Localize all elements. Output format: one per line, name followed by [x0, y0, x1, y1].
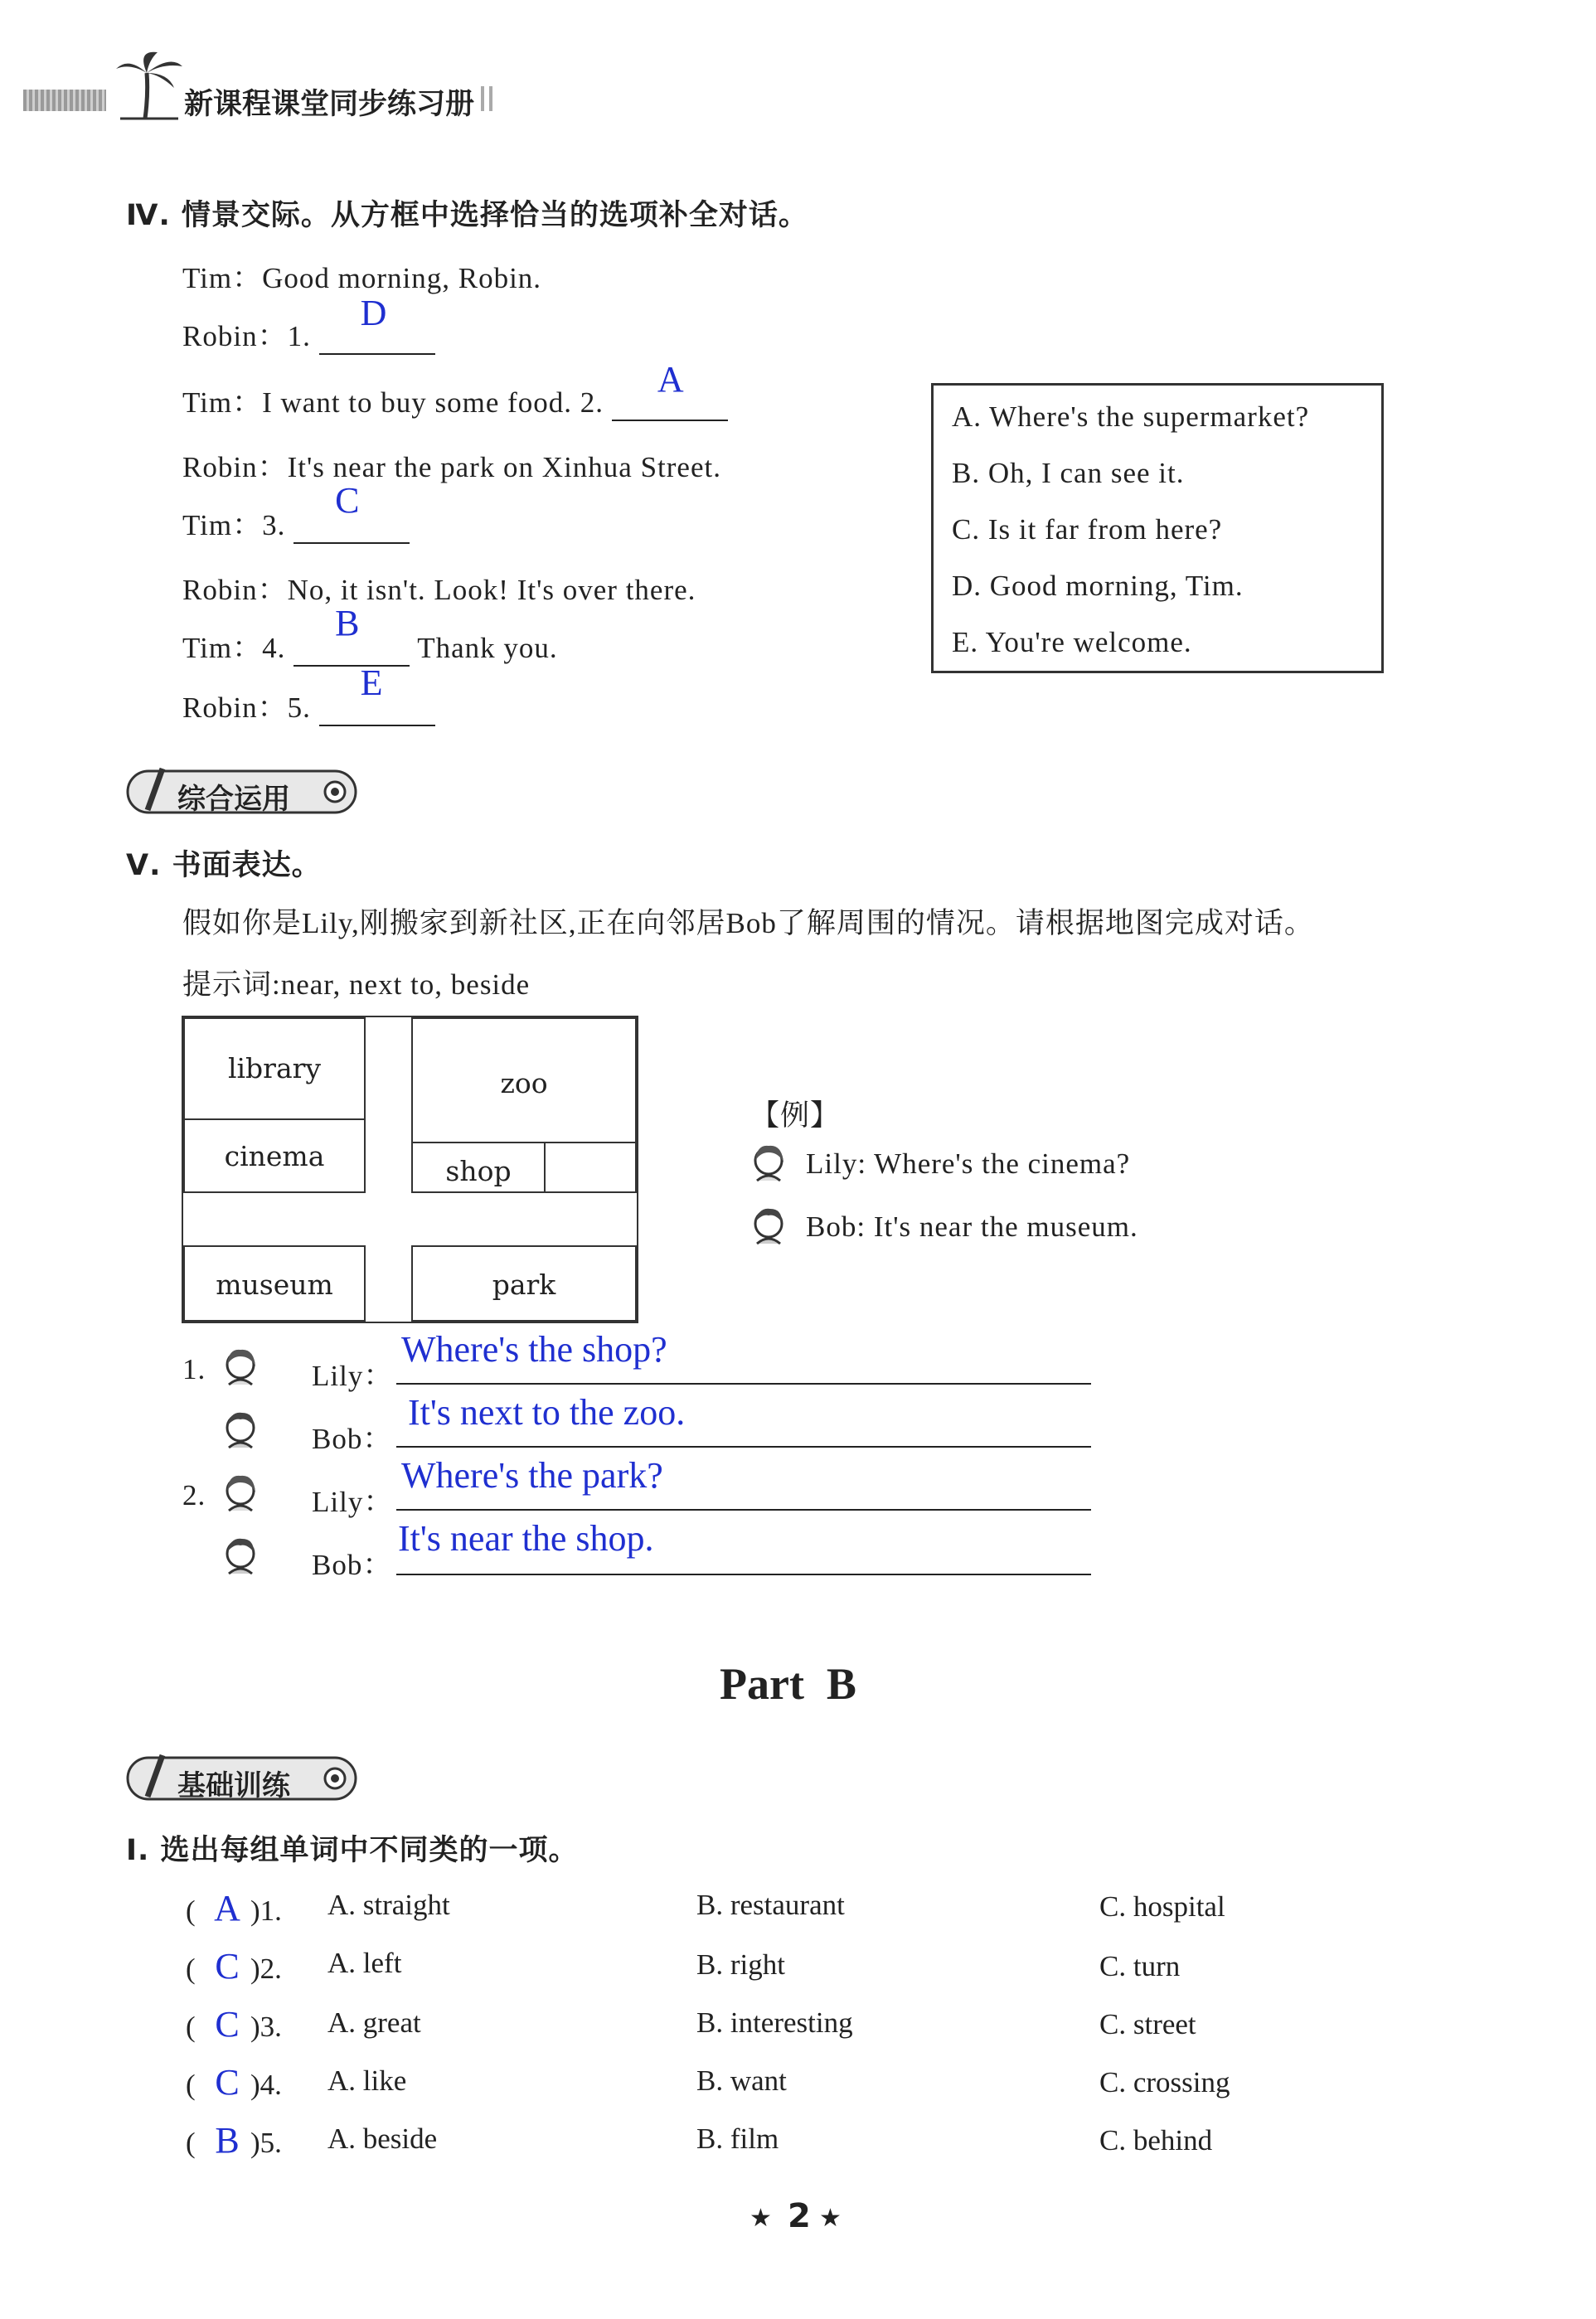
girl-avatar-icon	[222, 1346, 259, 1386]
option-b: B. want	[696, 2064, 787, 2097]
option-b: B. right	[696, 1948, 785, 1981]
question-row-4: ( C )4.	[186, 2062, 282, 2103]
dialog-line-5: Tim：3. C	[182, 502, 410, 544]
dialog-2-lily-label: Lily：	[312, 1486, 394, 1518]
page-number: 2	[788, 2197, 811, 2235]
answer-line	[396, 1383, 1091, 1385]
section-tab-zonghe	[123, 764, 355, 814]
option-a: A. straight	[327, 1889, 450, 1921]
option-c: C. street	[1099, 2008, 1196, 2040]
answer-choice: C	[215, 2062, 240, 2103]
option-c: C. turn	[1099, 1950, 1181, 1982]
question-row-1: ( A )1.	[186, 1888, 282, 1928]
map-museum: museum	[183, 1245, 366, 1322]
map-cinema: cinema	[183, 1118, 366, 1193]
option-b: B. Oh, I can see it.	[952, 457, 1185, 489]
dialog-2-number: 2.	[182, 1479, 206, 1511]
section-tab-label: 综合运用	[177, 783, 290, 816]
question-row-2: ( C )2.	[186, 1946, 282, 1987]
dialog-line-7: Tim：4. B Thank you.	[182, 625, 558, 667]
header-divider	[489, 86, 492, 111]
girl-avatar-icon	[222, 1472, 259, 1512]
example-line-1: Lily: Where's the cinema?	[806, 1147, 1131, 1180]
question-row-5: ( B )5.	[186, 2120, 282, 2161]
answer-choice: C	[215, 1946, 240, 1987]
example-line-2: Bob: It's near the museum.	[806, 1210, 1138, 1243]
dialog-1-lily-label: Lily：	[312, 1360, 394, 1392]
option-b: B. interesting	[696, 2006, 853, 2039]
answer-2: A	[657, 359, 685, 400]
boy-avatar-icon	[222, 1409, 259, 1449]
boy-avatar-icon	[750, 1206, 787, 1245]
dialog-1-number: 1.	[182, 1353, 206, 1385]
answer-line	[396, 1574, 1091, 1575]
section-5-instruction: 假如你是Lily,刚搬家到新社区,正在向邻居Bob了解周围的情况。请根据地图完成对话。	[182, 907, 1314, 939]
answer-choice: A	[214, 1888, 240, 1928]
option-e: E. You're welcome.	[952, 626, 1192, 658]
answer-3: C	[335, 480, 361, 521]
example-label: 【例】	[750, 1099, 841, 1132]
section-5-hint: 提示词:near, next to, beside	[182, 968, 531, 1001]
dialog-line-6: Robin：No, it isn't. Look! It's over there.	[182, 574, 696, 606]
section-tab-label: 基础训练	[177, 1769, 290, 1802]
answer-1: D	[360, 293, 388, 333]
dialog-line-4: Robin：It's near the park on Xinhua Street.	[182, 451, 721, 483]
option-c: C. behind	[1099, 2124, 1213, 2156]
dialog-1-bob-answer: It's next to the zoo.	[408, 1392, 686, 1433]
answer-4: B	[335, 603, 361, 643]
option-a: A. great	[327, 2006, 421, 2039]
map-empty-block	[544, 1142, 637, 1193]
answer-line	[396, 1446, 1091, 1448]
answer-choice: C	[215, 2004, 240, 2045]
option-c: C. crossing	[1099, 2066, 1230, 2098]
option-a: A. beside	[327, 2123, 438, 2155]
section-1-title: Ⅰ. 选出每组单词中不同类的一项。	[126, 1834, 579, 1867]
answer-5: E	[360, 662, 384, 703]
option-c: C. Is it far from here?	[952, 513, 1223, 546]
star-icon: ★	[749, 2204, 772, 2233]
neighborhood-map	[182, 1016, 638, 1323]
header-decoration-bar	[23, 90, 106, 111]
option-b: B. film	[696, 2123, 779, 2155]
dialog-1-lily-answer: Where's the shop?	[401, 1329, 667, 1370]
dialog-line-3: Tim：I want to buy some food. 2. A	[182, 380, 728, 421]
option-c: C. hospital	[1099, 1890, 1225, 1923]
dialog-1-bob-label: Bob：	[312, 1423, 393, 1455]
girl-avatar-icon	[750, 1143, 787, 1182]
option-a: A. left	[327, 1947, 402, 1979]
option-d: D. Good morning, Tim.	[952, 570, 1244, 602]
dialog-2-bob-label: Bob：	[312, 1549, 393, 1581]
options-box	[931, 383, 1384, 673]
option-a: A. like	[327, 2064, 407, 2097]
star-icon: ★	[819, 2204, 842, 2233]
header-divider	[481, 86, 484, 111]
section-tab-jichu	[123, 1751, 355, 1801]
section-5-title: Ⅴ. 书面表达。	[126, 849, 322, 882]
dialog-line-1: Tim：Good morning, Robin.	[182, 262, 542, 294]
question-row-3: ( C )3.	[186, 2004, 282, 2045]
map-library: library	[183, 1017, 366, 1120]
dialog-2-bob-answer: It's near the shop.	[398, 1518, 654, 1559]
map-shop: shop	[411, 1142, 546, 1193]
option-a: A. Where's the supermarket?	[952, 400, 1310, 433]
dialog-line-8: Robin：5. E	[182, 685, 435, 726]
answer-line	[396, 1509, 1091, 1511]
header-title: 新课程课堂同步练习册	[184, 88, 475, 121]
map-park: park	[411, 1245, 637, 1322]
option-b: B. restaurant	[696, 1889, 845, 1921]
dialog-2-lily-answer: Where's the park?	[401, 1455, 663, 1496]
boy-avatar-icon	[222, 1535, 259, 1575]
dialog-line-2: Robin：1. D	[182, 313, 435, 355]
map-zoo: zoo	[411, 1017, 637, 1143]
palm-tree-icon	[112, 48, 187, 123]
answer-choice: B	[215, 2120, 240, 2161]
section-4-title: Ⅳ. 情景交际。从方框中选择恰当的选项补全对话。	[126, 199, 808, 232]
part-b-title: Part B	[720, 1659, 856, 1709]
